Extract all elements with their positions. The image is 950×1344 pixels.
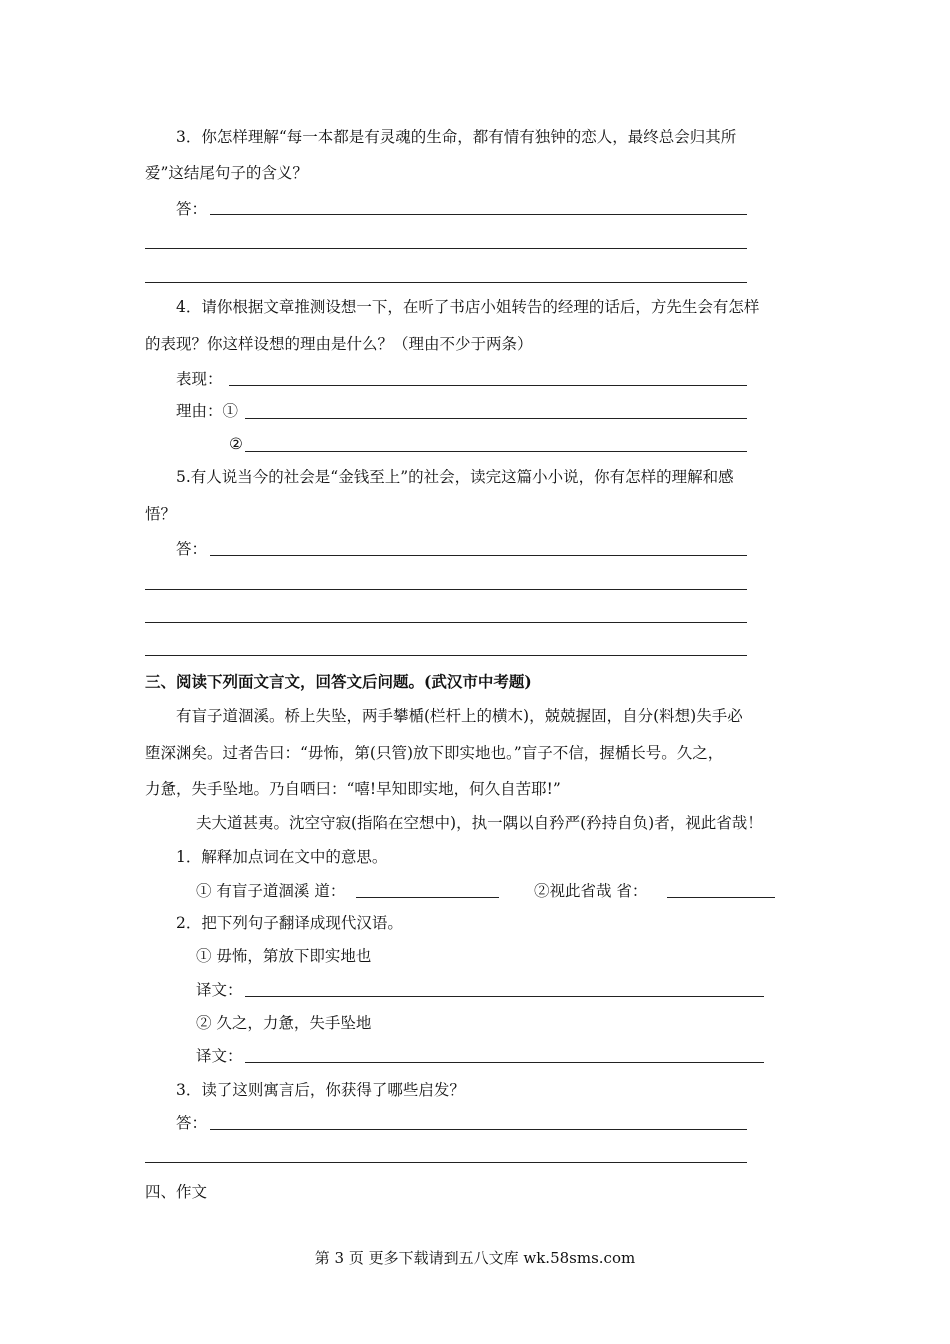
q3-answer-line-1[interactable] — [210, 214, 747, 215]
q3-answer-label: 答： — [176, 200, 208, 218]
q5-answer-line-3[interactable] — [145, 622, 747, 623]
passage-line-2: 堕深渊矣。过者告曰：“毋怖，第(只管)放下即实地也。”盲子不信，握楯长号。久之， — [145, 744, 724, 762]
s3-q3: 3．读了这则寓言后，你获得了哪些启发？ — [176, 1081, 465, 1099]
s3-q1-a-line[interactable] — [356, 897, 499, 898]
s3-q1-b-line[interactable] — [667, 897, 775, 898]
s3-q3-label: 答： — [176, 1114, 208, 1132]
passage-line-4: 夫大道甚夷。沈空守寂(指陷在空想中)，执一隅以自矜严(矜持自负)者，视此省哉！ — [196, 814, 763, 832]
q4-performance-label: 表现： — [176, 370, 223, 388]
q5-answer-line-4[interactable] — [145, 655, 747, 656]
q5-answer-label: 答： — [176, 540, 208, 558]
q4-reason1-line[interactable] — [245, 418, 747, 419]
s3-q2-b-line[interactable] — [245, 1062, 764, 1063]
s3-q1-b: ②视此省哉 省： — [534, 882, 648, 900]
s3-q1: 1．解释加点词在文中的意思。 — [176, 848, 388, 866]
q5-answer-line-2[interactable] — [145, 589, 747, 590]
q3-answer-line-3[interactable] — [145, 282, 747, 283]
s3-q1-a: ① 有盲子道涸溪 道： — [196, 882, 346, 900]
q3-line2: 爱”这结尾句子的含义？ — [145, 164, 308, 182]
q5-answer-line-1[interactable] — [210, 555, 747, 556]
section3-heading: 三、阅读下列面文言文，回答文后问题。(武汉市中考题) — [145, 672, 532, 691]
passage-line-3: 力惫，失手坠地。乃自哂曰：“嘻!早知即实地，何久自苦耶!” — [145, 780, 561, 798]
q4-reason1-label: 理由：① — [176, 402, 239, 420]
s3-q3-line-1[interactable] — [210, 1129, 747, 1130]
s3-q2-a: ① 毋怖，第放下即实地也 — [196, 947, 372, 965]
q3-line1: 3．你怎样理解“每一本都是有灵魂的生命，都有情有独钟的恋人，最终总会归其所 — [176, 128, 737, 146]
s3-q2-a-label: 译文： — [196, 981, 243, 999]
q4-reason2-line[interactable] — [245, 451, 747, 452]
passage-line-1: 有盲子道涸溪。桥上失坠，两手攀楯(栏杆上的横木)，兢兢握固，自分(料想)失手必 — [176, 707, 743, 725]
q4-performance-line[interactable] — [229, 385, 747, 386]
s3-q2-a-line[interactable] — [245, 996, 764, 997]
q5-line1: 5.有人说当今的社会是“金钱至上”的社会，读完这篇小小说，你有怎样的理解和感 — [176, 468, 734, 486]
s3-q2-b: ② 久之，力惫，失手坠地 — [196, 1014, 372, 1032]
s3-q3-line-2[interactable] — [145, 1162, 747, 1163]
q5-line2: 悟？ — [145, 505, 177, 523]
s3-q2-b-label: 译文： — [196, 1047, 243, 1065]
q4-line2: 的表现？你这样设想的理由是什么？（理由不少于两条） — [145, 335, 533, 353]
s3-q2: 2．把下列句子翻译成现代汉语。 — [176, 914, 403, 932]
page-footer: 第 3 页 更多下载请到五八文库 wk.58sms.com — [314, 1249, 636, 1267]
section4-heading: 四、作文 — [145, 1183, 208, 1201]
q3-answer-line-2[interactable] — [145, 248, 747, 249]
q4-line1: 4．请你根据文章推测设想一下，在听了书店小姐转告的经理的话后，方先生会有怎样 — [176, 298, 760, 316]
q4-reason2-label: ② — [229, 435, 243, 453]
